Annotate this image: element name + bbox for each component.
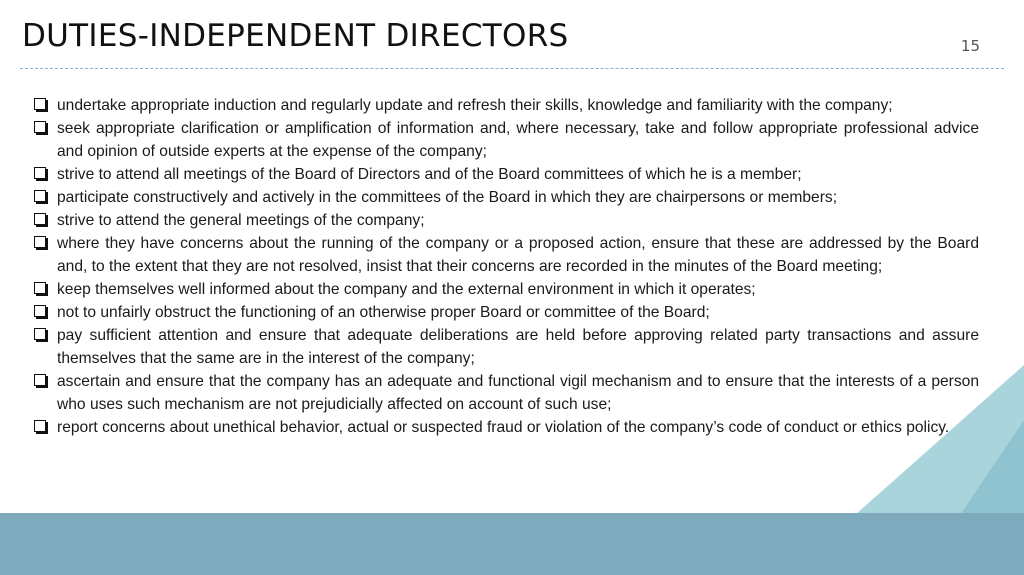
footer-band bbox=[0, 513, 1024, 575]
slide-title: DUTIES-INDEPENDENT DIRECTORS bbox=[22, 18, 569, 54]
list-item bbox=[34, 117, 979, 163]
list-item-text: undertake appropriate induction and regularly update and refresh their skills, knowledge and familiarity with the company; bbox=[57, 97, 893, 114]
checkbox-bullet-icon bbox=[34, 305, 46, 317]
list-item-text: strive to attend all meetings of the Board of Directors and of the Board committees of which he is a member; bbox=[57, 166, 802, 183]
checkbox-bullet-icon bbox=[34, 282, 46, 294]
title-divider bbox=[20, 68, 1004, 69]
list-item bbox=[34, 416, 979, 439]
list-item bbox=[34, 370, 979, 416]
list-item-text: seek appropriate clarification or amplification of information and, where necessary, take and follow appropriate professional advice and opinion of outside experts at the expense of the company; bbox=[57, 120, 979, 160]
checkbox-bullet-icon bbox=[34, 98, 46, 110]
list-item-text: pay sufficient attention and ensure that adequate deliberations are held before approving related party transactions and assure themselves that the same are in the interest of the company; bbox=[57, 327, 979, 367]
checkbox-bullet-icon bbox=[34, 420, 46, 432]
list-item bbox=[34, 232, 979, 278]
duties-list bbox=[34, 94, 979, 439]
page-number: 15 bbox=[960, 37, 980, 55]
checkbox-bullet-icon bbox=[34, 328, 46, 340]
list-item-text: keep themselves well informed about the company and the external environment in which it operates; bbox=[57, 281, 756, 298]
checkbox-bullet-icon bbox=[34, 236, 46, 248]
checkbox-bullet-icon bbox=[34, 190, 46, 202]
list-item-text: participate constructively and actively in the committees of the Board in which they are chairpersons or members; bbox=[57, 189, 838, 206]
list-item bbox=[34, 94, 979, 117]
checkbox-bullet-icon bbox=[34, 121, 46, 133]
list-item bbox=[34, 209, 979, 232]
list-item-text: strive to attend the general meetings of the company; bbox=[57, 212, 425, 229]
list-item bbox=[34, 163, 979, 186]
list-item bbox=[34, 186, 979, 209]
list-item bbox=[34, 324, 979, 370]
list-item-text: where they have concerns about the running of the company or a proposed action, ensure that these are addressed by the Board and, to the extent that they are not resolved, insist that their concerns are recorded in the minutes of the Board meeting; bbox=[57, 235, 979, 275]
checkbox-bullet-icon bbox=[34, 167, 46, 179]
checkbox-bullet-icon bbox=[34, 374, 46, 386]
list-item-text: report concerns about unethical behavior, actual or suspected fraud or violation of the company’s code of conduct or ethics policy. bbox=[57, 419, 950, 436]
list-item bbox=[34, 301, 979, 324]
list-item bbox=[34, 278, 979, 301]
list-item-text: not to unfairly obstruct the functioning of an otherwise proper Board or committee of the Board; bbox=[57, 304, 710, 321]
list-item-text: ascertain and ensure that the company has an adequate and functional vigil mechanism and to ensure that the interests of a person who uses such mechanism are not prejudicially affected on account of such use; bbox=[57, 373, 979, 413]
checkbox-bullet-icon bbox=[34, 213, 46, 225]
